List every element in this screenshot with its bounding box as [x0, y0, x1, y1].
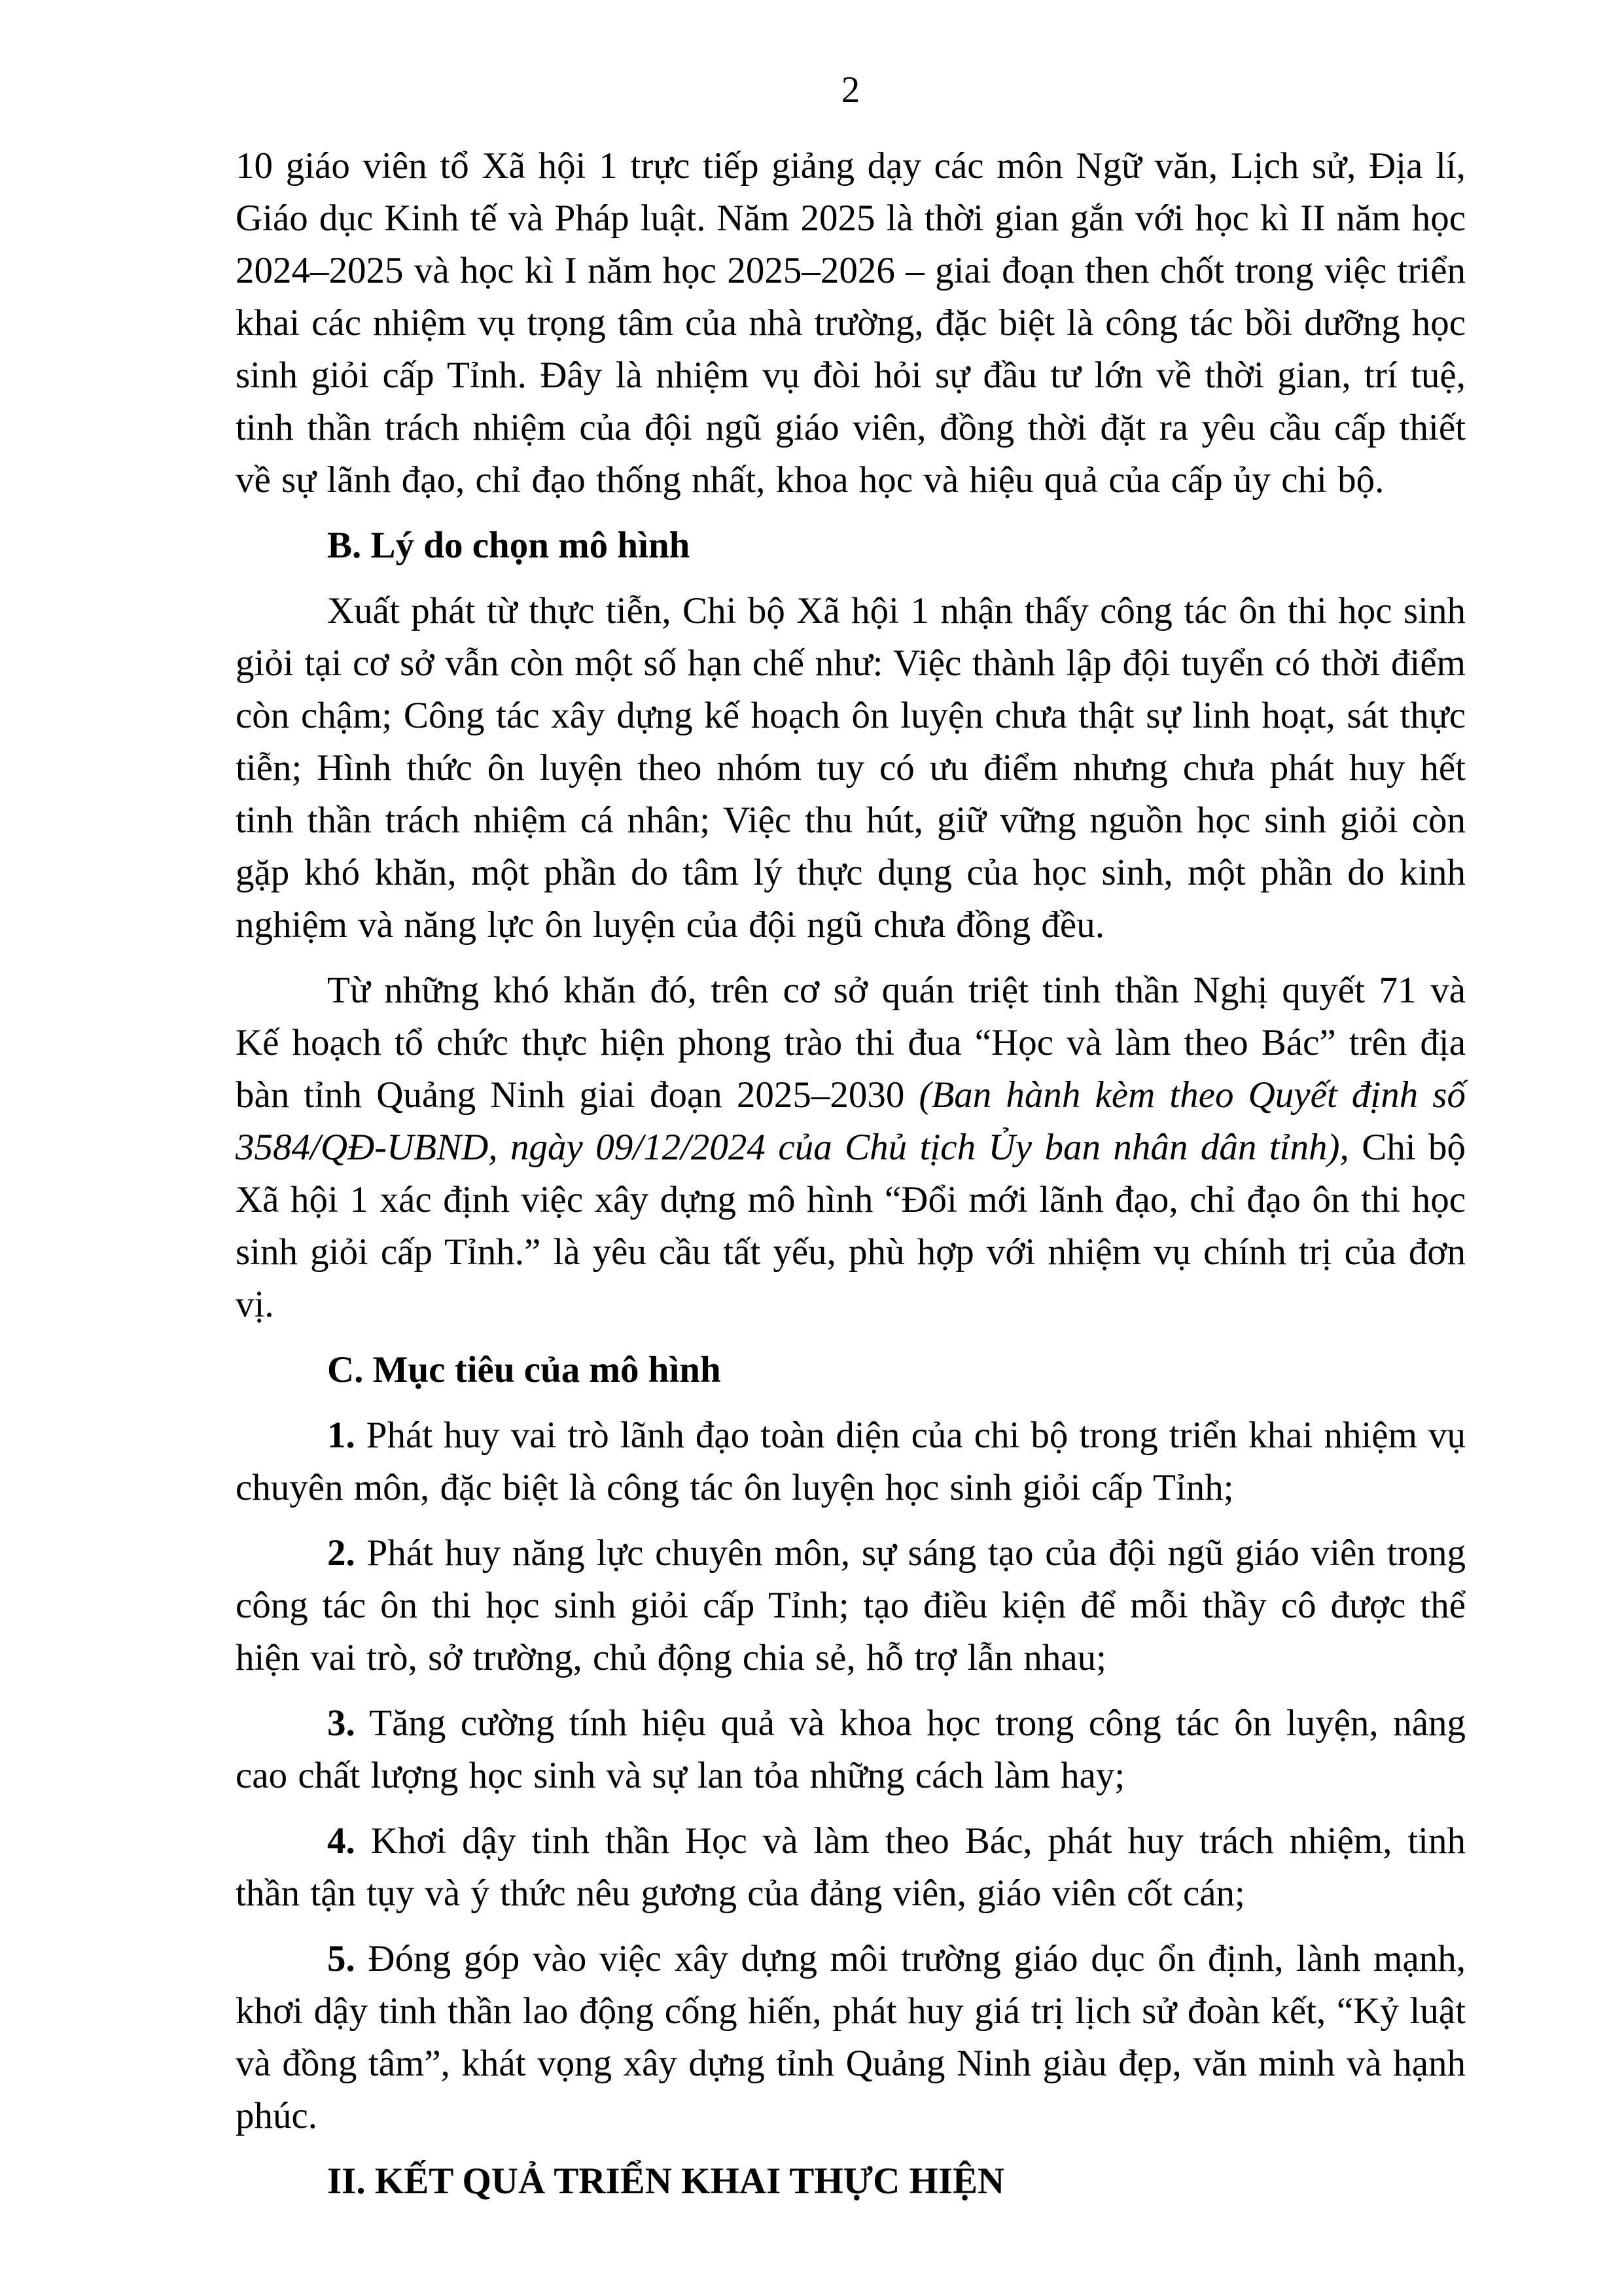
objective-item-1 — [236, 1409, 1466, 1514]
paragraph-reasons — [236, 585, 1466, 951]
citation-text-run: (Ban hành kèm theo Quyết định số 3584/QĐ-UBND, ngày 09/12/2024 của Chủ tịch Ủy ban nhân dân tỉnh), — [236, 1074, 1466, 1168]
item-number: 2. — [327, 1532, 355, 1574]
text-run: Chi bộ Xã hội 1 xác định việc xây dựng mô hình “Đổi mới lãnh đạo, chỉ đạo ôn thi học sinh giỏi cấp Tỉnh.” là yêu cầu tất yếu, phù hợp với nhiệm vụ chính trị của đơn vị. — [236, 1127, 1466, 1325]
page-number: 2 — [841, 69, 860, 111]
objective-item-5 — [236, 1933, 1466, 2142]
paragraph-intro — [236, 140, 1466, 506]
text-run: Xuất phát từ thực tiễn, Chi bộ Xã hội 1 nhận thấy công tác ôn thi học sinh giỏi tại cơ sở vẫn còn một số hạn chế như: Việc thành lập đội tuyển có thời điểm còn chậm; Công tác xây dựng kế hoạch ôn luyện chưa thật sự linh hoạt, sát thực tiễn; Hình thức ôn luyện theo nhóm tuy có ưu điểm nhưng chưa phát huy hết tinh thần trách nhiệm cá nhân; Việc thu hút, giữ vững nguồn học sinh giỏi còn gặp khó khăn, một phần do tâm lý thực dụng của học sinh, một phần do kinh nghiệm và năng lực ôn luyện của đội ngũ chưa đồng đều. — [236, 590, 1466, 945]
text-run: Đóng góp vào việc xây dựng môi trường giáo dục ổn định, lành mạnh, khơi dậy tinh thần lao động cống hiến, phát huy giá trị lịch sử đoàn kết, “Kỷ luật và đồng tâm”, khát vọng xây dựng tỉnh Quảng Ninh giàu đẹp, văn minh và hạnh phúc. — [236, 1938, 1466, 2136]
item-number: 4. — [327, 1820, 355, 1862]
text-run: Tăng cường tính hiệu quả và khoa học trong công tác ôn luyện, nâng cao chất lượng học sinh và sự lan tỏa những cách làm hay; — [236, 1703, 1466, 1796]
objective-item-2 — [236, 1527, 1466, 1684]
document-body — [236, 140, 1466, 2208]
section-heading-c — [236, 1344, 1466, 1396]
item-number: 1. — [327, 1415, 355, 1456]
text-run: Khơi dậy tinh thần Học và làm theo Bác, phát huy trách nhiệm, tinh thần tận tụy và ý thức nêu gương của đảng viên, giáo viên cốt cán; — [236, 1820, 1466, 1914]
text-run: C. Mục tiêu của mô hình — [327, 1349, 721, 1390]
objective-item-3 — [236, 1697, 1466, 1802]
text-run: 10 giáo viên tổ Xã hội 1 trực tiếp giảng dạy các môn Ngữ văn, Lịch sử, Địa lí, Giáo dục Kinh tế và Pháp luật. Năm 2025 là thời gian gắn với học kì II năm học 2024–2025 và học kì I năm học 2025–2026 – giai đoạn then chốt trong việc triển khai các nhiệm vụ trọng tâm của nhà trường, đặc biệt là công tác bồi dưỡng học sinh giỏi cấp Tỉnh. Đây là nhiệm vụ đòi hỏi sự đầu tư lớn về thời gian, trí tuệ, tinh thần trách nhiệm của đội ngũ giáo viên, đồng thời đặt ra yêu cầu cấp thiết về sự lãnh đạo, chỉ đạo thống nhất, khoa học và hiệu quả của cấp ủy chi bộ. — [236, 145, 1466, 501]
page-header — [236, 0, 1466, 116]
text-run: Từ những khó khăn đó, trên cơ sở quán triệt tinh thần Nghị quyết 71 và Kế hoạch tổ chức thực hiện phong trào thi đua “Học và làm theo Bác” trên địa bàn tỉnh Quảng Ninh giai đoạn 2025–2030 — [236, 970, 1466, 1116]
text-run: Phát huy vai trò lãnh đạo toàn diện của chi bộ trong triển khai nhiệm vụ chuyên môn, đặc biệt là công tác ôn luyện học sinh giỏi cấp Tỉnh; — [236, 1415, 1466, 1508]
text-run: Phát huy năng lực chuyên môn, sự sáng tạo của đội ngũ giáo viên trong công tác ôn thi học sinh giỏi cấp Tỉnh; tạo điều kiện để mỗi thầy cô được thể hiện vai trò, sở trường, chủ động chia sẻ, hỗ trợ lẫn nhau; — [236, 1532, 1466, 1678]
item-number: 5. — [327, 1938, 355, 1979]
section-heading-b — [236, 520, 1466, 572]
text-run: B. Lý do chọn mô hình — [327, 525, 690, 566]
section-heading-ii — [236, 2155, 1466, 2208]
paragraph-basis — [236, 964, 1466, 1331]
item-number: 3. — [327, 1703, 355, 1744]
objective-item-4 — [236, 1815, 1466, 1920]
text-run: II. KẾT QUẢ TRIỂN KHAI THỰC HIỆN — [327, 2161, 1005, 2202]
